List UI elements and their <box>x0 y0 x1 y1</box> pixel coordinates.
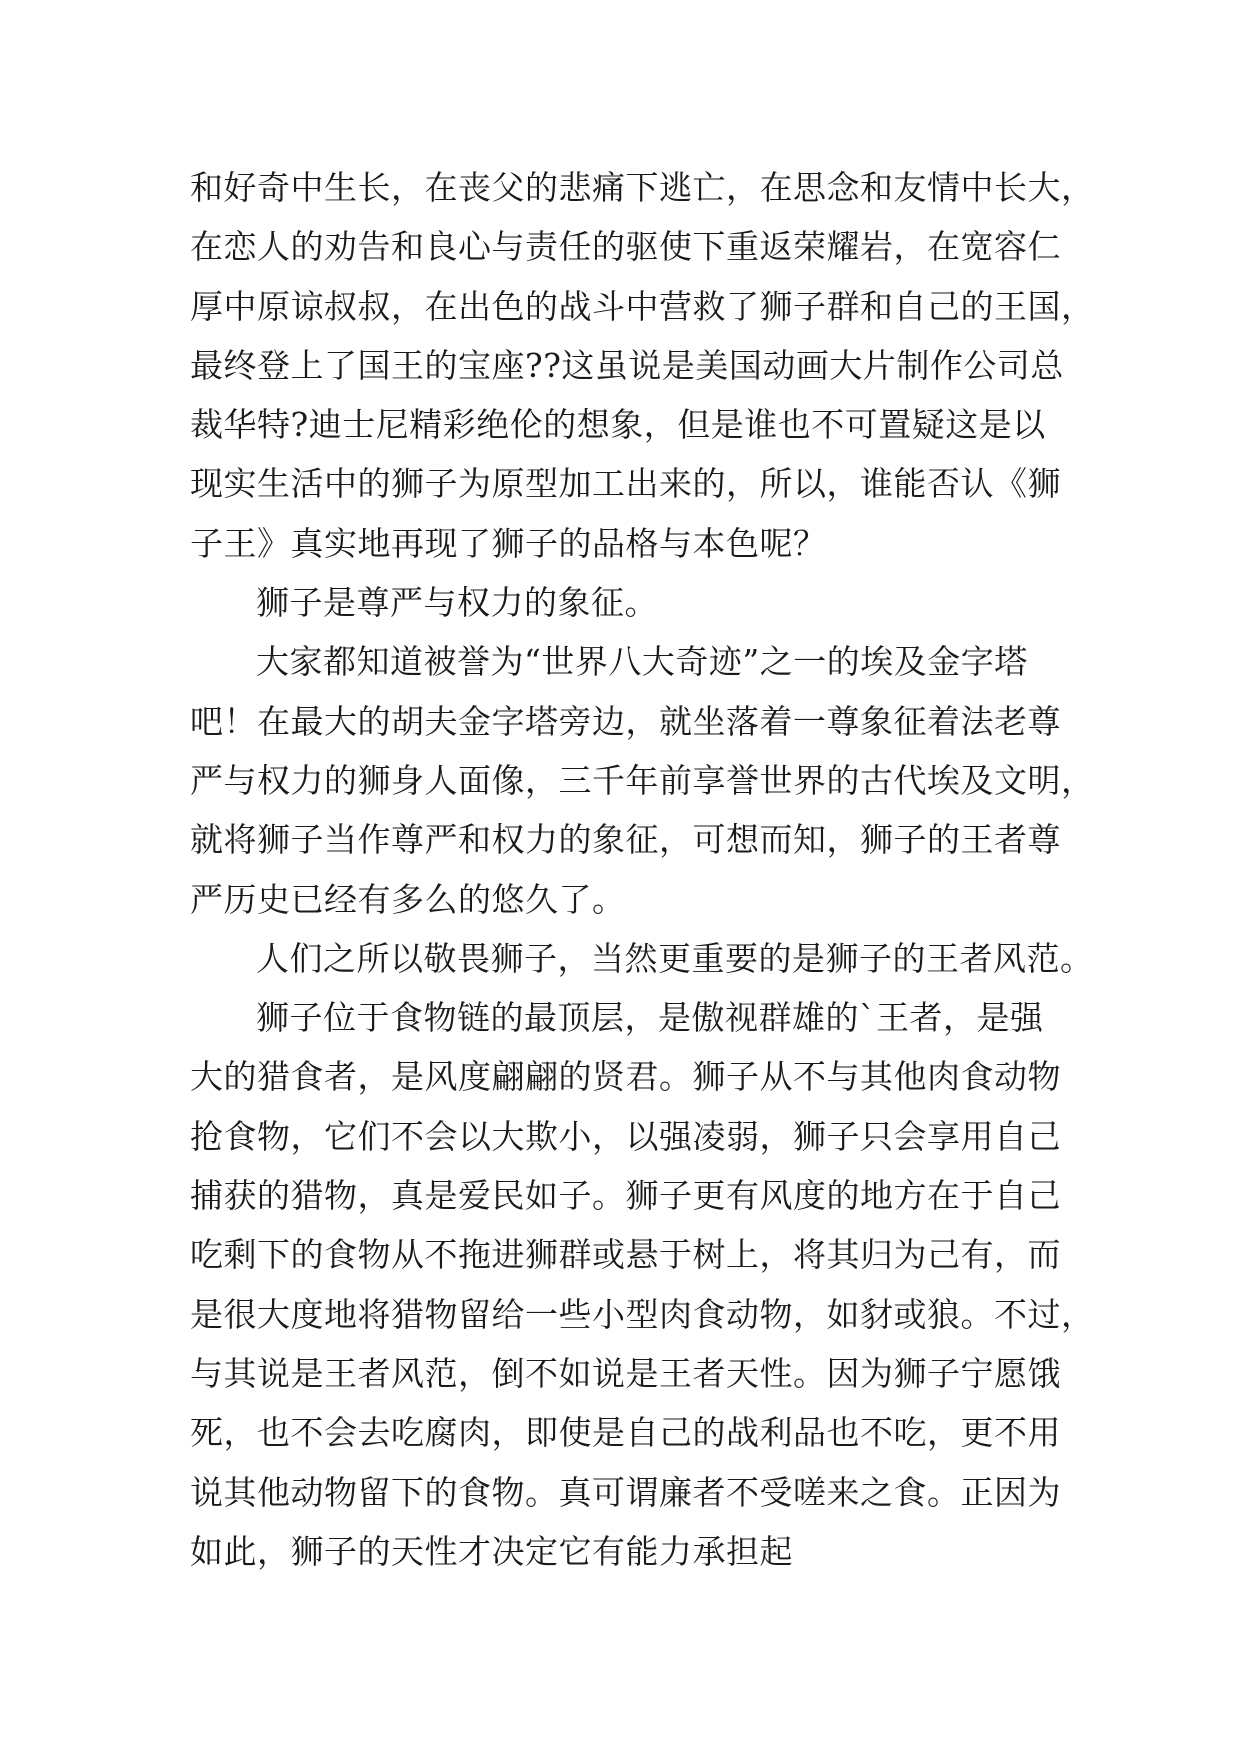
text-line: 最终登上了国王的宝座??这虽说是美国动画大片制作公司总 <box>190 345 1064 385</box>
text-line: 是很大度地将猎物留给一些小型肉食动物，如豺或狼。不过， <box>190 1294 1095 1334</box>
text-line: 大的猎食者，是风度翩翩的贤君。狮子从不与其他肉食动物 <box>190 1057 1061 1097</box>
text-line: 狮子是尊严与权力的象征。 <box>256 583 658 623</box>
text-line: 严与权力的狮身人面像，三千年前享誉世界的古代埃及文明， <box>190 760 1095 800</box>
text-line: 大家都知道被誉为“世界八大奇迹”之一的埃及金字塔 <box>256 642 1028 682</box>
text-line: 子王》真实地再现了狮子的品格与本色呢？ <box>190 523 827 563</box>
text-line: 人们之所以敬畏狮子，当然更重要的是狮子的王者风范。 <box>256 938 1094 978</box>
text-line: 现实生活中的狮子为原型加工出来的，所以，谁能否认《狮 <box>190 464 1061 504</box>
text-line: 狮子位于食物链的最顶层，是傲视群雄的`王者，是强 <box>256 998 1044 1038</box>
text-line: 裁华特?迪士尼精彩绝伦的想象，但是谁也不可置疑这是以 <box>190 405 1046 445</box>
document-body <box>190 158 1095 1581</box>
text-line: 捕获的猎物，真是爱民如子。狮子更有风度的地方在于自己 <box>190 1176 1061 1216</box>
text-line: 说其他动物留下的食物。真可谓廉者不受嗟来之食。正因为 <box>190 1472 1061 1512</box>
text-line: 严历史已经有多么的悠久了。 <box>190 879 626 919</box>
text-line: 就将狮子当作尊严和权力的象征，可想而知，狮子的王者尊 <box>190 820 1061 860</box>
text-line: 厚中原谅叔叔，在出色的战斗中营救了狮子群和自己的王国， <box>190 286 1095 326</box>
text-line: 如此，狮子的天性才决定它有能力承担起 <box>190 1531 793 1571</box>
text-line: 吃剩下的食物从不拖进狮群或悬于树上，将其归为己有，而 <box>190 1235 1061 1275</box>
text-line: 和好奇中生长，在丧父的悲痛下逃亡，在思念和友情中长大， <box>190 168 1095 207</box>
text-line: 死，也不会去吃腐肉，即使是自己的战利品也不吃，更不用 <box>190 1413 1061 1453</box>
text-line: 吧！在最大的胡夫金字塔旁边，就坐落着一尊象征着法老尊 <box>190 701 1061 741</box>
text-line: 抢食物，它们不会以大欺小，以强凌弱，狮子只会享用自己 <box>190 1116 1061 1156</box>
text-line: 在恋人的劝告和良心与责任的驱使下重返荣耀岩，在宽容仁 <box>190 227 1061 267</box>
text-line: 与其说是王者风范，倒不如说是王者天性。因为狮子宁愿饿 <box>190 1353 1061 1393</box>
